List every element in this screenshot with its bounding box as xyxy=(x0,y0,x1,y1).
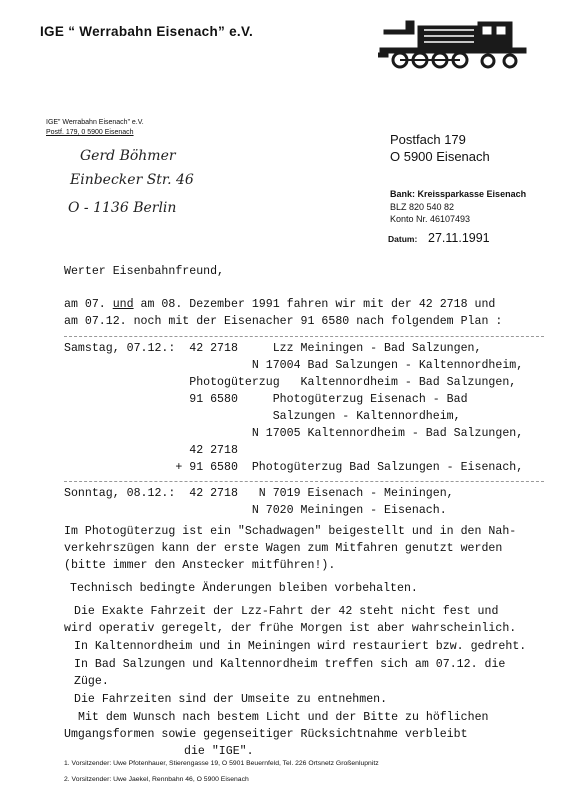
recipient-city: O - 1136 Berlin xyxy=(68,200,177,216)
body-line: Umgangsformen sowie gegenseitiger Rücksichtnahme verbleibt xyxy=(64,728,468,741)
footer-chairman-2: 2. Vorsitzender: Uwe Jaekel, Rennbahn 46, O 5900 Eisenach xyxy=(64,776,249,783)
date-value: 27.11.1991 xyxy=(428,231,490,245)
body-line: Mit dem Wunsch nach bestem Licht und der Bitte zu höflichen xyxy=(78,711,489,724)
bank-details xyxy=(390,188,526,226)
postal-city-line: O 5900 Eisenach xyxy=(390,149,490,164)
sender-address xyxy=(46,118,144,138)
steam-locomotive-logo xyxy=(378,18,530,70)
schedule-line: N 17004 Bad Salzungen - Kaltennordheim, xyxy=(64,359,524,372)
body-line: Züge. xyxy=(74,675,109,688)
body-line: wird operativ geregelt, der frühe Morgen ist aber wahrscheinlich. xyxy=(64,622,517,635)
body-line: Die Exakte Fahrzeit der Lzz-Fahrt der 42 steht nicht fest und xyxy=(74,605,499,618)
bank-blz: BLZ 820 540 82 xyxy=(390,201,455,212)
intro-line-1 xyxy=(64,297,495,313)
recipient-street: Einbecker Str. 46 xyxy=(70,172,194,188)
body-line: (bitte immer den Anstecker mitführen!). xyxy=(64,559,336,572)
postal-address xyxy=(390,131,490,165)
schedule-line: Sonntag, 08.12.: 42 2718 N 7019 Eisenach - Meiningen, xyxy=(64,487,454,500)
intro-part-b: am 08. Dezember 1991 fahren wir mit der 42 2718 und xyxy=(133,298,496,311)
intro-und: und xyxy=(112,298,134,311)
body-line: In Bad Salzungen und Kaltennordheim treffen sich am 07.12. die xyxy=(74,658,506,671)
postfach-line: Postfach 179 xyxy=(390,132,466,147)
schedule-line: Samstag, 07.12.: 42 2718 Lzz Meiningen - Bad Salzungen, xyxy=(64,342,482,355)
schedule-line: Photogüterzug Kaltennordheim - Bad Salzungen, xyxy=(64,376,517,389)
intro-part-a: am 07. xyxy=(64,298,113,311)
bank-konto: Konto Nr. 46107493 xyxy=(390,214,471,224)
body-line: Die Fahrzeiten sind der Umseite zu entnehmen. xyxy=(74,693,388,706)
body-line: In Kaltennordheim und in Meiningen wird restauriert bzw. gedreht. xyxy=(74,640,527,653)
body-line: verkehrszügen kann der erste Wagen zum Mitfahren genutzt werden xyxy=(64,542,503,555)
sender-line-1: IGE” Werrabahn Eisenach” e.V. xyxy=(46,119,144,126)
schedule-line: + 91 6580 Photogüterzug Bad Salzungen - Eisenach, xyxy=(64,461,524,474)
bank-name: Bank: Kreissparkasse Eisenach xyxy=(390,189,527,199)
sender-line-2: Postf. 179, 0 5900 Eisenach xyxy=(46,129,134,136)
schedule-line: N 7020 Meiningen - Eisenach. xyxy=(64,504,447,517)
divider-1 xyxy=(64,336,544,337)
date-label: Datum: xyxy=(388,234,418,244)
schedule-line: 91 6580 Photogüterzug Eisenach - Bad xyxy=(64,393,468,406)
body-line: Technisch bedingte Änderungen bleiben vorbehalten. xyxy=(70,582,418,595)
signoff: die "IGE". xyxy=(184,745,254,758)
footer-chairman-1: 1. Vorsitzender: Uwe Pfotenhauer, Stierengasse 19, O 5901 Beuernfeld, Tel. 226 Ortsnetz Großenlupnitz xyxy=(64,760,379,767)
recipient-name: Gerd Böhmer xyxy=(80,148,176,164)
divider-2 xyxy=(64,481,544,482)
body-line: Im Photogüterzug ist ein "Schadwagen" beigestellt und in den Nah- xyxy=(64,525,517,538)
schedule-line: 42 2718 xyxy=(64,444,238,457)
intro-line-2: am 07.12. noch mit der Eisenacher 91 6580 nach folgendem Plan : xyxy=(64,315,503,328)
greeting: Werter Eisenbahnfreund, xyxy=(64,265,225,278)
schedule-line: Salzungen - Kaltennordheim, xyxy=(64,410,461,423)
letterhead-title: IGE “ Werrabahn Eisenach” e.V. xyxy=(40,24,254,39)
schedule-line: N 17005 Kaltennordheim - Bad Salzungen, xyxy=(64,427,524,440)
